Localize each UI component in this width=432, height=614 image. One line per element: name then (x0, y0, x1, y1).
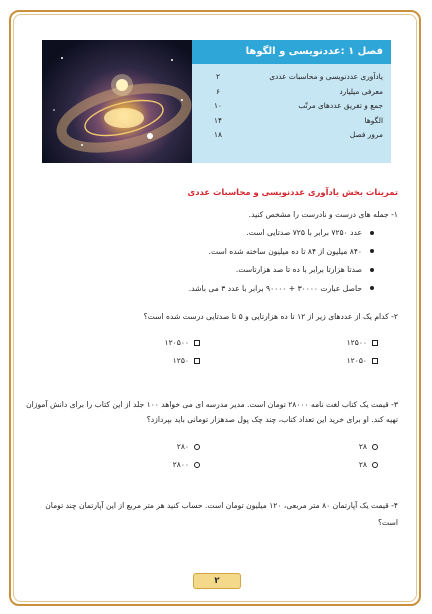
question-4: ۴- قیمت یک آپارتمان ۸۰ متر مربعی، ۱۲۰ میلیون تومان است. حساب کنید هر متر مربع از این آپارتمان چند تومان است؟ (45, 500, 398, 527)
toc-item: معرفی میلیارد ۶ (216, 86, 383, 96)
option-checkbox[interactable]: ۱۲۰۵۰۰ (165, 337, 200, 349)
page-number: ۲ (193, 573, 241, 589)
toc-list (192, 64, 391, 143)
question-2: ۲- کدام یک از عددهای زیر از ۱۲ تا ده هزارتایی و ۵ تا صدتایی درست شده است؟ (143, 311, 398, 321)
radio-icon[interactable] (194, 444, 200, 450)
question-1: ۱- جمله های درست و نادرست را مشخص کنید. (248, 210, 398, 219)
option-checkbox[interactable]: ۱۲۵۰۰ (347, 337, 378, 349)
radio-icon[interactable] (372, 444, 378, 450)
option-radio[interactable]: ۲۸ (359, 459, 378, 471)
toc-item: الگوها ۱۴ (214, 115, 383, 125)
statement-item: صدتا هزارتا برابر با ده تا صد هزارتاست. (26, 264, 374, 276)
exercise-content (26, 186, 398, 531)
option-checkbox[interactable]: ۱۲۰۵۰ (347, 355, 378, 367)
option-radio[interactable]: ۲۸۰۰ (173, 459, 200, 471)
galaxy-illustration (42, 40, 192, 163)
checkbox-icon[interactable] (194, 358, 200, 364)
question-2-options (26, 331, 398, 371)
galaxy-image (42, 40, 192, 163)
radio-icon[interactable] (194, 462, 200, 468)
statement-item: ۸۴۰ میلیون از ۸۴ تا ده میلیون ساخته شده است. (26, 246, 374, 258)
chapter-banner (42, 40, 391, 163)
option-radio[interactable]: ۲۸۰ (177, 441, 200, 453)
option-radio[interactable]: ۲۸ (359, 441, 378, 453)
checkbox-icon[interactable] (372, 340, 378, 346)
radio-icon[interactable] (372, 462, 378, 468)
question-3: ۳- قیمت یک کتاب لغت نامه ۲۸۰۰۰ تومان است. مدیر مدرسه ای می خواهد ۱۰۰ جلد از این کتاب را برای دانش آموزان تهیه کند. او برای خرید این تعداد کتاب، چند چک پول صدهزار تومانی باید بپردازد؟ (26, 399, 398, 424)
statement-item: حاصل عبارت ۳۰۰۰۰ + ۹۰۰۰۰ برابر با عدد ۳ می باشد. (26, 283, 374, 295)
checkbox-icon[interactable] (372, 358, 378, 364)
option-checkbox[interactable]: ۱۲۵۰ (173, 355, 200, 367)
question-1-statements (26, 227, 374, 295)
section-title: تمرینات بخش یادآوری عددنویسی و محاسبات عددی (187, 187, 398, 197)
toc-header: فصل ۱ :عددنویسی و الگوها (192, 40, 391, 64)
chapter-toc (192, 40, 391, 163)
question-3-options (26, 435, 398, 475)
toc-item: مرور فصل ۱۸ (214, 130, 383, 139)
toc-item: یادآوری عددنویسی و محاسبات عددی ۲ (216, 72, 383, 81)
statement-item: عدد ۷۲۵۰ برابر با ۷۲۵ صدتایی است. (26, 227, 374, 239)
checkbox-icon[interactable] (194, 340, 200, 346)
toc-item: جمع و تفریق عددهای مرتّب ۱۰ (214, 101, 383, 110)
